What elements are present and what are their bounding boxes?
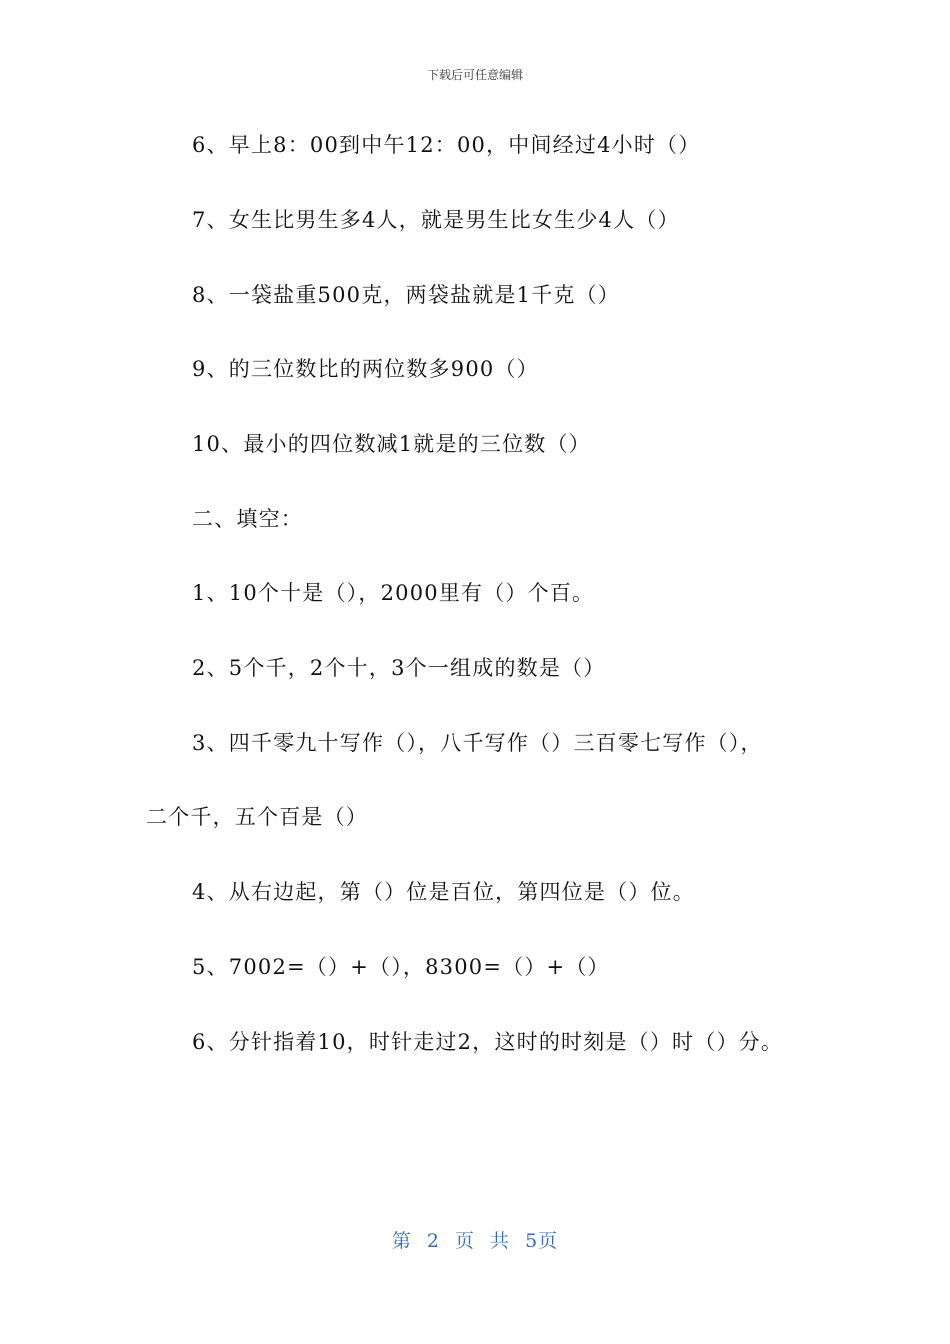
judgment-item-6: 6、早上8：00到中午12：00，中间经过4小时（） xyxy=(192,133,701,157)
section-heading-fill-blank: 二、填空： xyxy=(192,507,303,531)
judgment-item-10: 10、最小的四位数减1就是的三位数（） xyxy=(192,432,591,456)
fill-item-3-continued: 二个千，五个百是（） xyxy=(146,805,368,829)
page-number-footer: 第 2 页 共 5页 xyxy=(391,1230,559,1252)
judgment-item-9: 9、的三位数比的两位数多900（） xyxy=(192,357,539,381)
fill-item-4: 4、从右边起，第（）位是百位，第四位是（）位。 xyxy=(192,880,695,904)
fill-item-5: 5、7002=（）+（），8300=（）+（） xyxy=(192,955,610,979)
fill-item-2: 2、5个千，2个十，3个一组成的数是（） xyxy=(192,656,606,680)
fill-item-3: 3、四千零九十写作（），八千写作（）三百零七写作（）， xyxy=(192,731,763,755)
judgment-item-8: 8、一袋盐重500克，两袋盐就是1千克（） xyxy=(192,283,621,307)
judgment-item-7: 7、女生比男生多4人，就是男生比女生少4人（） xyxy=(192,208,680,232)
page-header-note: 下载后可任意编辑 xyxy=(426,68,523,82)
fill-item-6: 6、分针指着10，时针走过2，这时的时刻是（）时（）分。 xyxy=(192,1030,784,1054)
fill-item-1: 1、10个十是（），2000里有（）个百。 xyxy=(192,581,595,605)
